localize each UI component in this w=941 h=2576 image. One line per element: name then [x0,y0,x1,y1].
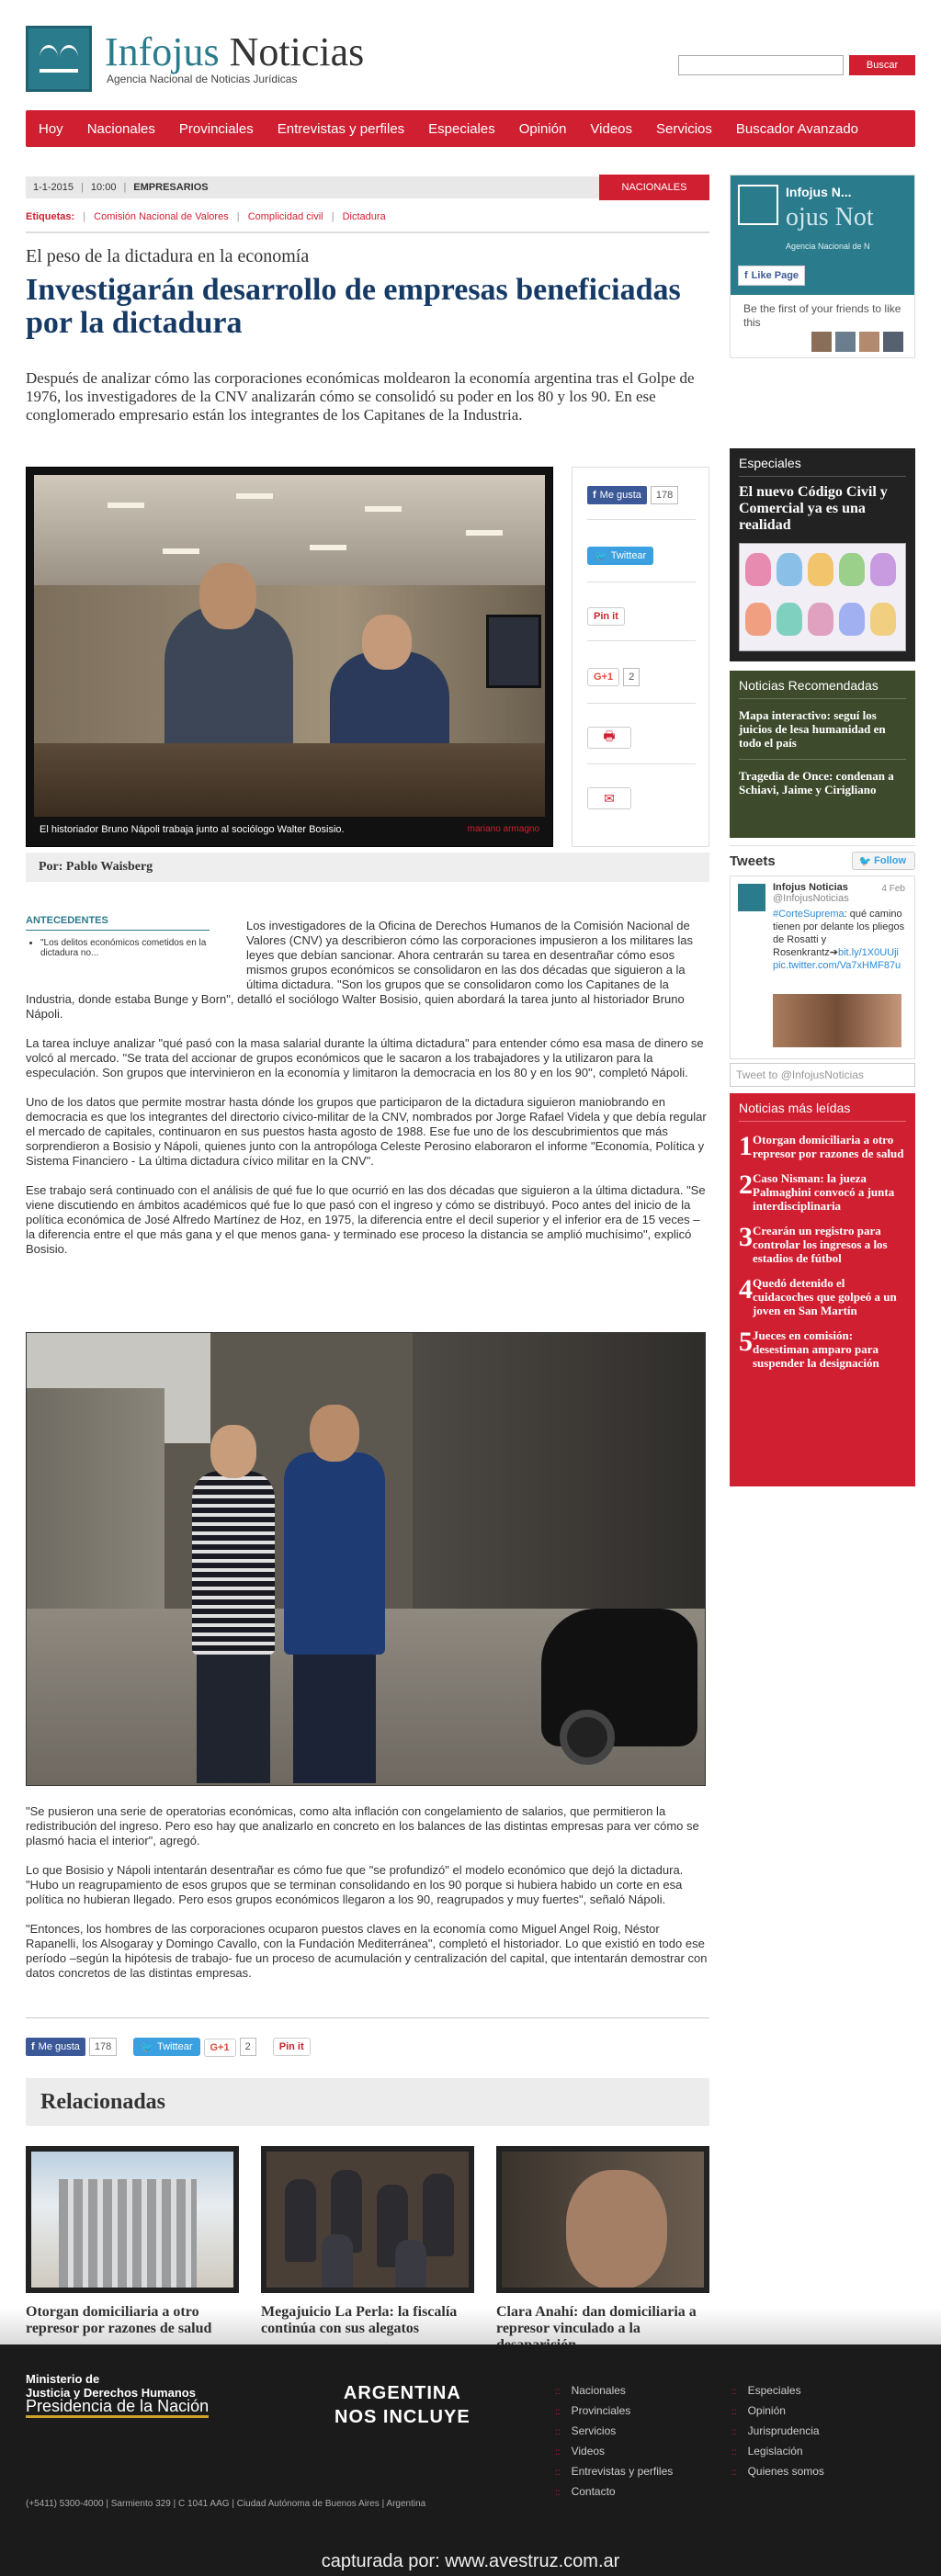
twitter-bird-icon: 🐦 [858,855,872,867]
most-read-link[interactable]: Otorgan domiciliaria a otro represor por razones de salud [753,1133,904,1160]
nav-item-buscador[interactable]: Buscador Avanzado [735,120,859,137]
email-icon[interactable]: ✉ [587,787,631,809]
facebook-cover[interactable] [731,175,914,295]
article-date: 1-1-2015 [33,182,74,193]
photo-credit: mariano armagno [467,824,539,834]
divider [26,2017,709,2018]
most-read-link[interactable]: Caso Nisman: la jueza Palmaghini convocó a junta interdisciplinaria [753,1171,895,1213]
nav-item-opinion[interactable]: Opinión [518,120,567,137]
nav-item-provinciales[interactable]: Provinciales [178,120,254,137]
especiales-title: Especiales [739,456,906,477]
footer-link[interactable]: :: Legislación [731,2445,803,2457]
antecedentes-link[interactable]: • "Los delitos económicos cometidos en la dictadura no... [40,938,210,958]
article-paragraph: "Se pusieron una serie de operatorias económicas, como alta inflación con congelamiento de salarios, que permitieron la redistribución del ingreso. Pero eso hay que analizarlo en concreto en los balances de las distintas empresas para ver cómo se plasmó hacia el interior", agregó. [26,1804,699,1847]
antecedentes-title: ANTECEDENTES [26,915,210,931]
google-plus-count: 2 [240,2038,256,2056]
footer-link[interactable]: :: Provinciales [555,2404,631,2417]
most-read-number: 2 [739,1169,753,1200]
fb-page-name[interactable]: Infojus N... [786,185,852,199]
facebook-like-button[interactable]: f Me gusta [587,486,647,504]
facebook-page-widget [730,175,915,358]
related-title: Relacionadas [26,2078,709,2126]
footer-links-a [555,2381,673,2503]
logo-title-b: Noticias [229,29,365,74]
facebook-icon: f [744,270,748,281]
most-read-box [730,1093,915,1486]
search-button[interactable]: Buscar [849,55,915,75]
google-plus-button[interactable]: G+1 [587,668,619,686]
footer-link[interactable]: :: Opinión [731,2404,786,2417]
twitter-bird-icon: 🐦 [595,550,607,562]
tweet-author-name[interactable]: Infojus Noticias [773,882,848,893]
related-thumbnail[interactable] [496,2146,709,2293]
twitter-follow-button[interactable]: 🐦 Follow [852,852,915,870]
nav-item-servicios[interactable]: Servicios [656,120,712,137]
footer-link[interactable]: :: Quienes somos [731,2465,824,2478]
footer-link[interactable]: :: Servicios [555,2424,617,2437]
facebook-count: 178 [651,486,678,504]
article-photo [26,467,553,847]
logo-book-icon [26,26,92,92]
tweet-button[interactable]: 🐦 Twittear [133,2038,199,2056]
tweet-link[interactable]: bit.ly/1X0UUji [837,947,899,958]
tag-link[interactable]: Comisión Nacional de Valores [94,211,229,222]
especiales-link[interactable]: El nuevo Código Civil y Comercial ya es una realidad [739,484,888,533]
fb-like-page-button[interactable]: f Like Page [738,266,805,286]
footer-address: (+5411) 5300-4000 | Sarmiento 329 | C 1041 AAG | Ciudad Autónoma de Buenos Aires | Argentina [26,2499,426,2509]
pinterest-button[interactable]: Pin it [587,607,625,626]
most-read-item[interactable] [739,1328,906,1370]
especiales-box [730,448,915,661]
most-read-item[interactable] [739,1224,906,1265]
tweet-avatar[interactable] [738,884,765,911]
tweet-image[interactable] [773,994,901,1047]
related-thumbnail[interactable] [261,2146,474,2293]
article-byline: Por: Pablo Waisberg [26,853,709,882]
tweet-button[interactable]: 🐦 Twittear [587,547,653,565]
article-lede: Después de analizar cómo las corporaciones económicas moldearon la economía argentina tras el Golpe de 1976, los investigadores de la CNV analizarán cómo se consolidó su poder en los 80 y los 90. En ese conglomerado empresario están los integrantes de los Capitanes de la Industria. [26,369,695,424]
meta-separator: | [81,182,84,193]
logo-subtitle: Agencia Nacional de Noticias Jurídicas [107,73,298,85]
print-icon[interactable]: 🖶 [587,727,631,749]
footer-links-b [731,2381,824,2482]
tag-link[interactable]: Dictadura [342,211,386,222]
nav-item-entrevistas[interactable]: Entrevistas y perfiles [277,120,405,137]
facebook-count: 178 [89,2038,117,2056]
footer-link[interactable]: :: Nacionales [555,2384,626,2397]
article-paragraph: Uno de los datos que permite mostrar hasta dónde los grupos que participaron de la dictadura siguieron maniobrando en democracia es que los integrantes del directorio cívico-militar de la CNV, nombrados por Jorge Rafael Videla y que debía regular el mercado de capitales, continuaron en sus puestos hasta agosto de 1988. Ese fue uno de los descubrimientos que más sorprendieron a Bosisio y Nápoli, quienes junto con la antropóloga Celeste Perosino elaboraron el informe "Economía, Política y Sistema Financiero - La última dictadura cívico militar en la CNV". [26,1095,707,1168]
most-read-number: 4 [739,1274,753,1305]
nav-item-nacionales[interactable]: Nacionales [86,120,155,137]
twitter-widget [730,845,915,1084]
fb-cover-subtext: Agencia Nacional de N [786,242,870,251]
especiales-image[interactable] [739,543,906,651]
pinterest-button[interactable]: Pin it [273,2038,311,2056]
tweet-to-input[interactable]: Tweet to @InfojusNoticias [730,1063,915,1087]
tweet-author-handle[interactable]: @InfojusNoticias [773,893,849,904]
nav-item-videos[interactable]: Videos [590,120,633,137]
share-row-bottom [26,2038,327,2057]
tweets-title: Tweets [730,853,776,869]
recomendada-link[interactable]: Tragedia de Once: condenan a Schiavi, Jaime y Cirigliano [739,759,906,797]
article-paragraph: "Entonces, los hombres de las corporaciones ocuparon puestos claves en la economía como Miguel Angel Roig, Néstor Rapanelli, los Alsogaray y Domingo Cavallo, con la Fundación Mediterránea", completó el historiador. Lo que existió en todo ese período –según la hipótesis de trabajo- fue un proceso de acumulación y centralización del capital, que intentarán demostrar con datos concretos de las distintas empresas. [26,1922,708,1980]
google-plus-button[interactable]: G+1 [204,2039,236,2057]
tweet-text: #CorteSuprema: qué camino tienen por delante los pliegos de Rosatti y Rosenkrantz➔bit.ly/1X0UUji pic.twitter.com/Va7xHMF87u [773,909,905,971]
most-read-number: 3 [739,1222,753,1252]
nav-item-hoy[interactable]: Hoy [39,120,63,137]
facebook-icon: f [31,2041,35,2053]
article-headline: Investigarán desarrollo de empresas beneficiadas por la dictadura [26,273,681,340]
tweet-date[interactable]: 4 Feb [881,884,905,894]
nav-item-especiales[interactable]: Especiales [428,120,495,137]
article-time: 10:00 [90,182,117,193]
most-read-number: 1 [739,1131,753,1161]
site-footer [0,2344,941,2547]
most-read-link[interactable]: Quedó detenido el cuidacoches que golpeó a un joven en San Martín [753,1276,897,1317]
footer-link[interactable]: :: Especiales [731,2384,801,2397]
tweet-pic-link[interactable]: pic.twitter.com/Va7xHMF87u [773,960,901,971]
search-form [678,55,915,75]
article-paragraph: Los investigadores de la Oficina de Derechos Humanos de la Comisión Nacional de Valores (CNV) ya describieron cómo las corporaciones impusieron a los militares las leyes que debían sancionar. Ahora centrarán su tarea en desentrañar cómo esos mismos grupos económicos se consolidaron en las dos décadas que siguieron a la última dictadura. "Son los grupos que se consolidaron como los Capitanes de la [246,919,694,991]
photo-caption: El historiador Bruno Nápoli trabaja junto al sociólogo Walter Bosisio. [40,824,345,835]
tags-label: Etiquetas: [26,211,75,222]
fb-friends-text: Be the first of your friends to like this [743,302,901,329]
recomendadas-box [730,671,915,838]
most-read-number: 5 [739,1327,753,1357]
footer-link[interactable]: :: Jurisprudencia [731,2424,820,2437]
argentina-logo: ARGENTINA NOS INCLUYE [334,2383,470,2427]
most-read-item[interactable] [739,1133,906,1160]
tweet-hashtag[interactable]: #CorteSuprema [773,909,845,920]
article-meta-bar [26,176,709,198]
main-nav [26,110,915,147]
fb-cover-text: ojus Not [786,203,874,232]
tweet-timeline[interactable] [730,876,915,1059]
related-thumbnail[interactable] [26,2146,239,2293]
article-paragraph: Lo que Bosisio y Nápoli intentarán desentrañar es cómo fue que "se profundizó" el modelo económico que dejó la dictadura. "Hubo un reagrupamiento de esos grupos que se terminan consolidando en los 90 porque si hubiera habido un corte en esa política no hubieran llegado. Pero esos grupos económicos llegaron a los 90, reagrupados y muy fuertes", señaló Nápoli. [26,1863,684,1906]
most-read-item[interactable] [739,1171,906,1213]
article-paragraph: Ese trabajo será continuado con el análisis de qué fue lo que ocurrió en las dos décadas que siguieron a la última dictadura. "Se viene discutiendo en ámbitos académicos qué fue lo que pasó con el ingreso y cómo se distribuyó. Poco antes del inicio de la política económica de José Alfredo Martínez de Hoz, en 1975, la diferencia entre el decil superior y el inferior era de 15 veces – la diferencia entre el que más gana y el que menos gana- y terminado ese proceso la distancia se amplió muchísimo", explicó Bosisio. [26,1183,706,1256]
site-logo[interactable] [26,22,364,96]
meta-separator: | [123,182,127,193]
facebook-like-button[interactable]: f Me gusta [26,2038,85,2056]
tags-row: Etiquetas: | Comisión Nacional de Valores | Complicidad civil | Dictadura [26,211,386,222]
tag-link[interactable]: Complicidad civil [247,211,323,222]
divider [26,232,709,233]
search-input[interactable] [678,55,844,75]
most-read-link[interactable]: Crearán un registro para controlar los ingresos a los estadios de fútbol [753,1224,888,1265]
recomendada-link[interactable]: Mapa interactivo: seguí los juicios de lesa humanidad en todo el país [739,708,886,750]
logo-title-a: Infojus [105,29,220,74]
page-avatar [738,185,778,225]
facebook-icon: f [593,490,596,501]
footer-link[interactable]: :: Videos [555,2445,606,2457]
share-column [572,467,709,847]
capture-credit: capturada por: www.avestruz.com.ar [0,2547,941,2576]
recomendadas-title: Noticias Recomendadas [739,678,906,699]
article-paragraph: La tarea incluye analizar "qué pasó con la masa salarial durante la última dictadura" para entender cómo esa masa de dinero se volcó al mercado. "Se trata del accionar de grupos económicos que le sacaron a los trabajadores y la utilizaron para la especulación. Son grupos que intervinieron en la economía y limitaron la democracia en los 80 y en los 90", completó Nápoli. [26,1036,704,1079]
ministry-logo[interactable]: Ministerio de Justicia y Derechos Humanos Presidencia de la Nación [26,2372,209,2418]
category-badge[interactable]: NACIONALES [599,175,709,200]
fb-friend-faces [731,332,914,352]
article-photo-street [26,1332,706,1786]
footer-link[interactable]: :: Contacto [555,2485,616,2498]
most-read-title: Noticias más leídas [739,1101,906,1122]
most-read-item[interactable] [739,1276,906,1317]
article-body-1 [26,919,709,1257]
article-body-2 [26,1804,709,1981]
twitter-bird-icon: 🐦 [141,2041,153,2053]
article-kicker: El peso de la dictadura en la economía [26,246,310,266]
article-paragraph: Industria, donde estaba Bunge y Born", detalló el sociólogo Walter Bosisio, quien abordará la tarea junto al historiador Bruno Nápoli. [26,992,685,1021]
most-read-link[interactable]: Jueces en comisión: desestiman amparo para suspender la designación [753,1328,879,1370]
article-section: EMPRESARIOS [133,182,209,193]
footer-link[interactable]: :: Entrevistas y perfiles [555,2465,674,2478]
google-plus-count: 2 [623,668,640,686]
